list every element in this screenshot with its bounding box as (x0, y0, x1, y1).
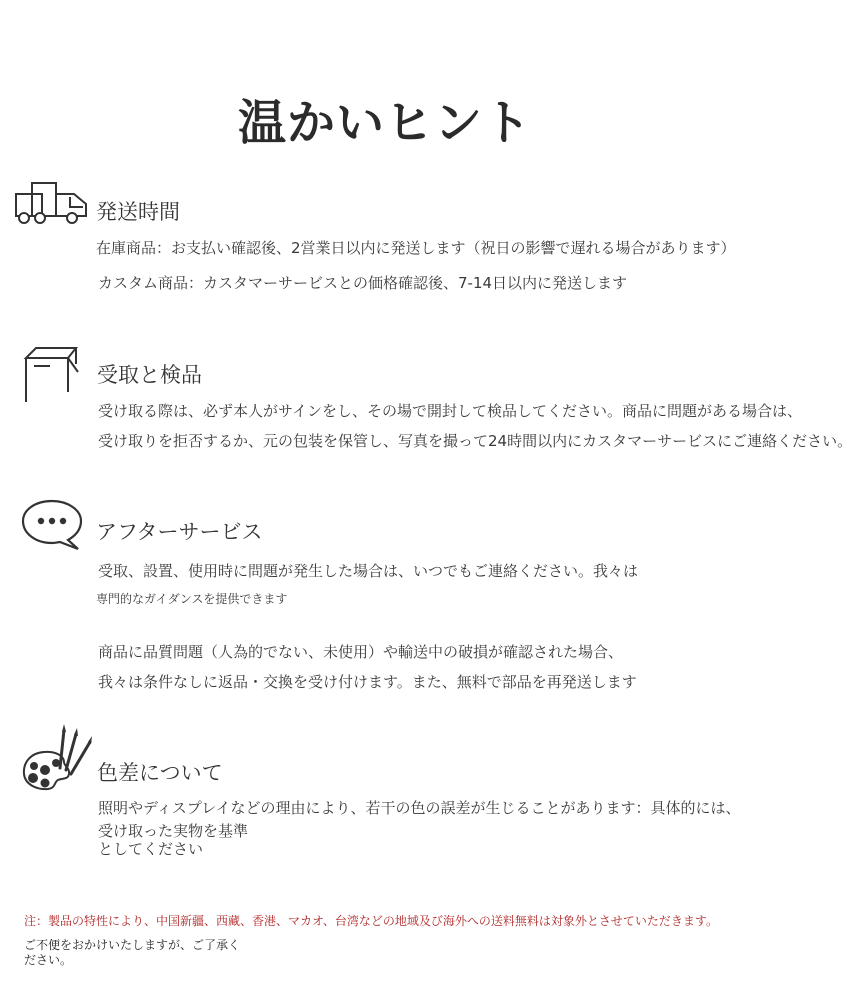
receiving-line-1: 受け取る際は、必ず本人がサインをし、その場で開封して検品してください。商品に問題がある場合は、 (98, 402, 802, 420)
shipping-line-2: カスタム商品：カスタマーサービスとの価格確認後、7-14日以内に発送します (98, 274, 628, 292)
section-title-receiving: 受取と検品 (97, 363, 202, 387)
after-service-line-2: 専門的なガイダンスを提供できます (96, 592, 288, 606)
section-title-color-difference: 色差について (97, 761, 223, 785)
delivery-truck-icon (14, 180, 94, 226)
section-title-after-service: アフターサービス (96, 520, 263, 544)
shipping-exclusion-note: 注：製品の特性により、中国新疆、西藏、香港、マカオ、台湾などの地域及び海外への送料無料は対象外とさせていただきます。 (24, 914, 718, 928)
after-service-line-3: 商品に品質問題（人為的でない、未使用）や輸送中の破損が確認された場合、 (98, 643, 624, 661)
page-title: 温かいヒント (237, 95, 532, 151)
speech-bubble-icon (20, 498, 84, 552)
receiving-line-2: 受け取りを拒否するか、元の包装を保管し、写真を撮って24時間以内にカスタマーサービスにご連絡ください。 (98, 432, 852, 450)
shipping-line-1: 在庫商品：お支払い確認後、2営業日以内に発送します（祝日の影響で遅れる場合があります） (96, 239, 736, 257)
color-line-1: 照明やディスプレイなどの理由により、若干の色の誤差が生じることがあります：具体的には、 (98, 799, 741, 817)
open-box-icon (20, 344, 84, 406)
after-service-line-1: 受取、設置、使用時に問題が発生した場合は、いつでもご連絡ください。我々は (98, 562, 639, 580)
color-line-3: としてください (98, 840, 204, 858)
color-line-2: 受け取った実物を基準 (98, 822, 249, 840)
paint-palette-icon (20, 722, 96, 794)
section-title-shipping: 発送時間 (96, 200, 180, 224)
apology-note-line-1: ご不便をおかけいたしますが、ご了承く (24, 938, 241, 952)
apology-note-line-2: ださい。 (24, 953, 73, 967)
after-service-line-4: 我々は条件なしに返品・交換を受け付けます。また、無料で部品を再発送します (98, 673, 637, 691)
